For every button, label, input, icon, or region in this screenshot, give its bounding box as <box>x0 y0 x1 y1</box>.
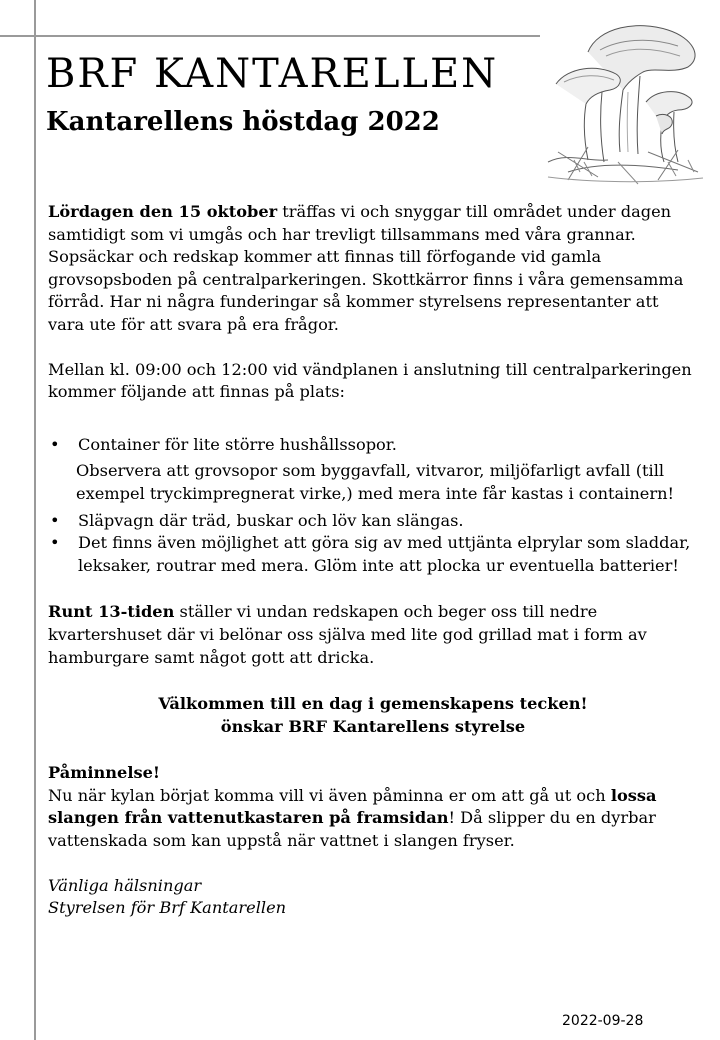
schedule-intro: Mellan kl. 09:00 och 12:00 vid vändplanen i anslutning till centralparkeringen kommer följande att finnas på plats: <box>48 359 692 402</box>
list-item <box>48 532 698 577</box>
bullet-icon: • <box>50 533 60 553</box>
signature-greeting: Vänliga hälsningar <box>48 875 202 895</box>
reminder-text-before: Nu när kylan börjat komma vill vi även påminna er om att gå ut och <box>48 785 611 805</box>
bullet-list <box>48 434 698 457</box>
container-note: Observera att grovsopor som byggavfall, vitvaror, miljöfarligt avfall (till exempel tryckimpregnerat virke,) med mera inte får kastas i containern! <box>76 461 675 503</box>
footer-date: 2022-09-28 <box>562 1013 644 1029</box>
lunch-text: ställer vi undan redskapen och beger oss till nedre kvartershuset där vi belönar oss själva med lite god grillad mat i form av hamburgare samt något gott att dricka. <box>48 602 647 667</box>
reminder-text-after: ! Då slipper du en dyrbar vattenskada som kan uppstå när vattnet i slangen fryser. <box>48 808 656 851</box>
event-title: Kantarellens höstdag 2022 <box>46 107 440 137</box>
list-item <box>48 510 698 533</box>
bullet-icon: • <box>50 434 60 454</box>
signature-signer: Styrelsen för Brf Kantarellen <box>48 898 287 918</box>
letter-body <box>48 201 698 920</box>
bullet-list-continued <box>48 510 698 578</box>
closing <box>48 693 698 738</box>
closing-line-2: önskar BRF Kantarellens styrelse <box>220 716 526 736</box>
org-name: BRF KANTARELLEN <box>46 51 499 97</box>
top-margin-line <box>0 35 540 37</box>
list-item-text: Släpvagn där träd, buskar och löv kan slängas. <box>78 510 464 530</box>
intro-text: träffas vi och snyggar till området under dagen samtidigt som vi umgås och har trevligt tillsammans med våra grannar. Sopsäckar och redskap kommer att finnas till förfogande vid gamla grovsopsboden på centralparkeringen. Skottkärror finns i våra gemensamma förråd. Har ni några funderingar så kommer styrelsens representanter att vara ute för att svara på era frågor. <box>48 202 684 334</box>
signature <box>48 875 698 920</box>
left-margin-line <box>34 0 36 1040</box>
intro-paragraph <box>48 201 698 337</box>
chanterelle-mushroom-icon <box>528 12 714 192</box>
list-item-text: Det finns även möjlighet att göra sig av med uttjänta elprylar som sladdar, leksaker, routrar med mera. Glöm inte att plocka ur eventuella batterier! <box>78 533 691 575</box>
list-item-text: Container för lite större hushållssopor. <box>78 434 397 454</box>
bullet-icon: • <box>50 510 60 530</box>
reminder-heading: Påminnelse! <box>48 763 161 783</box>
intro-date: Lördagen den 15 oktober <box>48 202 278 221</box>
reminder-paragraph <box>48 762 698 852</box>
lunch-paragraph <box>48 601 698 669</box>
closing-line-1: Välkommen till en dag i gemenskapens tecken! <box>158 694 588 714</box>
list-item <box>48 434 698 457</box>
lunch-time: Runt 13-tiden <box>48 602 175 622</box>
reminder-bold: lossa slangen från vattenutkastaren på framsidan <box>48 785 657 828</box>
